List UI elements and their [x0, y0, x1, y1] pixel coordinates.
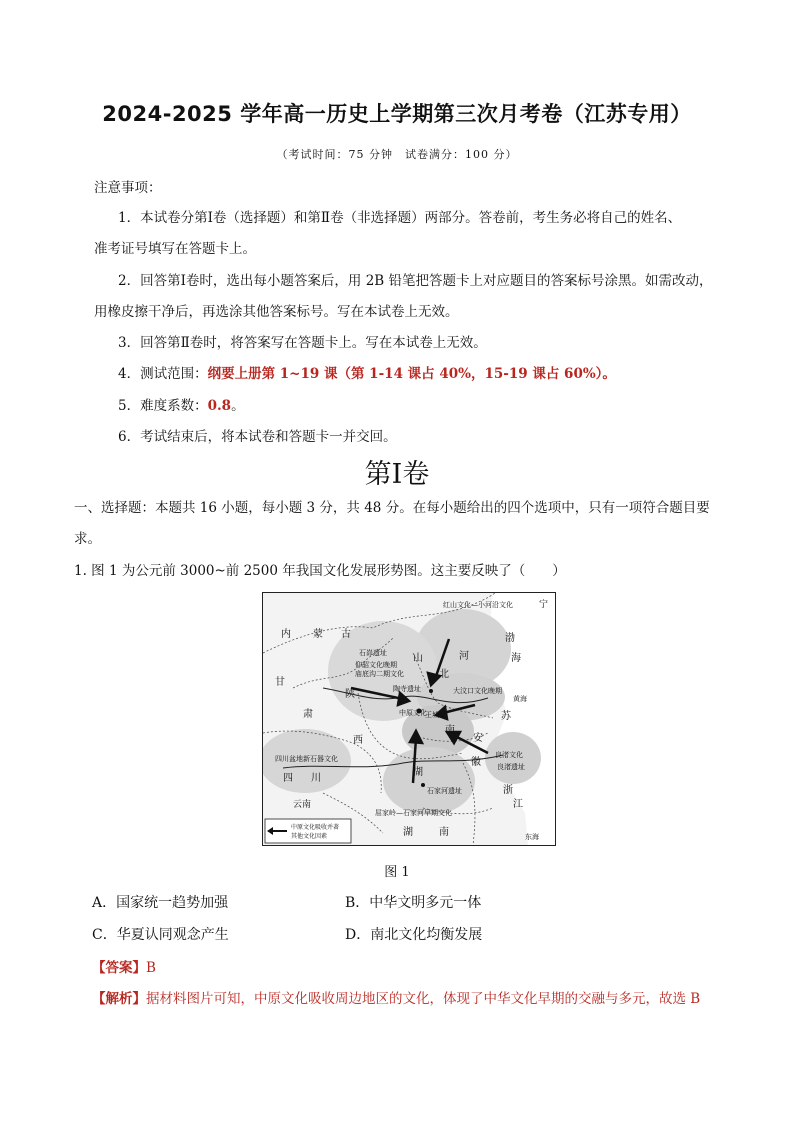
label-wangcheng: 王城岗 [425, 711, 446, 719]
shijiahe-site-dot [421, 783, 425, 787]
label-henan: 南 [445, 725, 455, 736]
section-instruction-b: 求。 [74, 531, 101, 547]
note-2a: 2．回答第Ⅰ卷时，选出每小题答案后，用 2B 铅笔把答题卡上对应题目的答案标号涂黑。如需改动， [118, 273, 713, 289]
label-xi: 西 [353, 735, 363, 746]
answer-tag: 【答案】 [92, 960, 146, 976]
label-ning: 宁 [539, 600, 549, 610]
label-an: 安 [473, 733, 483, 744]
label-shijiahe: 石家河遗址 [427, 787, 462, 795]
figure-caption: 图 1 [384, 865, 410, 880]
analysis-text: 据材料图片可知，中原文化吸收周边地区的文化，体现了中华文化早期的交融与多元，故选 B [146, 991, 701, 1007]
qujialing-region [383, 747, 475, 815]
culture-map-figure [262, 592, 556, 846]
label-neimeng: 内 [281, 629, 291, 640]
note-5 [118, 394, 245, 414]
note-4 [118, 362, 616, 382]
answer-value: B [146, 960, 156, 976]
label-shan: 山 [413, 653, 423, 664]
analysis-tag: 【解析】 [92, 991, 146, 1007]
exam-subtitle: （考试时间：75 分钟 试卷满分：100 分） [276, 148, 518, 161]
option-a[interactable]: A．国家统一趋势加强 [92, 895, 229, 911]
label-qujialing: 屈家岭—石家河早期文化 [375, 809, 452, 817]
culture-map [263, 593, 555, 845]
label-jiangsu: 苏 [501, 711, 511, 722]
label-gan: 甘 [275, 677, 285, 688]
label-huanghai: 黄海 [513, 695, 527, 703]
label-bo: 渤 [505, 633, 515, 644]
label-miaodigou: 庙底沟二期文化 [355, 670, 404, 678]
label-shimao: 石峁遗址 [359, 649, 387, 657]
exam-title: 2024-2025 学年高一历史上学期第三次月考卷（江苏专用） [102, 102, 692, 126]
label-he: 河 [459, 651, 469, 662]
section-title: 第Ⅰ卷 [364, 459, 430, 490]
label-liangzhu-site: 良渚遗址 [497, 763, 525, 771]
taosi-site-dot [429, 689, 433, 693]
option-b[interactable]: B．中华文明多元一体 [345, 895, 482, 911]
label-hongshan: 红山文化—小河沿文化 [443, 601, 513, 609]
label-yangshao: 仰韶文化晚期 [355, 661, 397, 669]
label-zhe: 浙 [503, 785, 513, 796]
note-1a: 1．本试卷分第Ⅰ卷（选择题）和第Ⅱ卷（非选择题）两部分。答卷前，考生务必将自己的姓名、 [118, 210, 682, 226]
note-5-label: 5．难度系数： [118, 398, 208, 414]
note-5-end: 。 [231, 398, 245, 414]
notes-heading: 注意事项： [94, 180, 162, 196]
label-dawenkou: 大汶口文化晚期 [453, 687, 502, 695]
label-meng: 蒙 [313, 629, 323, 640]
option-d[interactable]: D．南北文化均衡发展 [345, 927, 483, 943]
label-gu: 古 [341, 629, 351, 640]
label-hunan-hu: 湖 [403, 827, 413, 838]
note-2b: 用橡皮擦干净后，再选涂其他答案标号。写在本试卷上无效。 [94, 304, 459, 320]
note-1b: 准考证号填写在答题卡上。 [94, 241, 256, 257]
label-bei: 北 [439, 669, 449, 680]
note-4-scope: 纲要上册第 1~19 课（第 1-14 课占 40%，15-19 课占 60%）。 [207, 366, 616, 382]
label-hunan-nan: 南 [439, 827, 449, 838]
label-si: 四 [283, 773, 293, 784]
label-sichuan-culture: 四川盆地新石器文化 [275, 755, 338, 763]
option-c[interactable]: C．华夏认同观念产生 [92, 927, 229, 943]
label-donghai: 东海 [525, 833, 539, 841]
label-shaan: 陕 [345, 689, 355, 700]
section-instruction-a: 一、选择题：本题共 16 小题，每小题 3 分，共 48 分。在每小题给出的四个选项中，只有一项符合题目要 [74, 500, 710, 516]
label-jiang: 江 [513, 799, 523, 810]
answer-line [92, 956, 156, 976]
legend-text-line-2: 其他文化因素 [291, 833, 328, 840]
map-legend [265, 819, 351, 843]
note-5-value: 0.8 [207, 398, 232, 414]
label-zhongyuan: 中原文化 [399, 709, 427, 717]
question-1-stem: 1. 图 1 为公元前 3000~前 2500 年我国文化发展形势图。这主要反映了（ ） [74, 563, 566, 579]
label-liangzhu: 良渚文化 [495, 751, 523, 759]
legend-text-line-1: 中原文化吸收并著 [291, 824, 340, 831]
label-taosi: 陶寺遗址 [393, 685, 421, 693]
label-yunnan: 云南 [293, 800, 312, 810]
label-hu: 湖 [413, 767, 423, 778]
note-4-label: 4．测试范围： [118, 366, 208, 382]
note-6: 6．考试结束后，将本试卷和答题卡一并交回。 [118, 429, 397, 445]
label-hui: 徽 [471, 757, 481, 768]
label-su: 肃 [303, 709, 313, 720]
note-3: 3．回答第Ⅱ卷时，将答案写在答题卡上。写在本试卷上无效。 [118, 335, 487, 351]
analysis-line [92, 987, 700, 1007]
label-chuan: 川 [311, 773, 321, 784]
label-hai: 海 [511, 653, 521, 664]
